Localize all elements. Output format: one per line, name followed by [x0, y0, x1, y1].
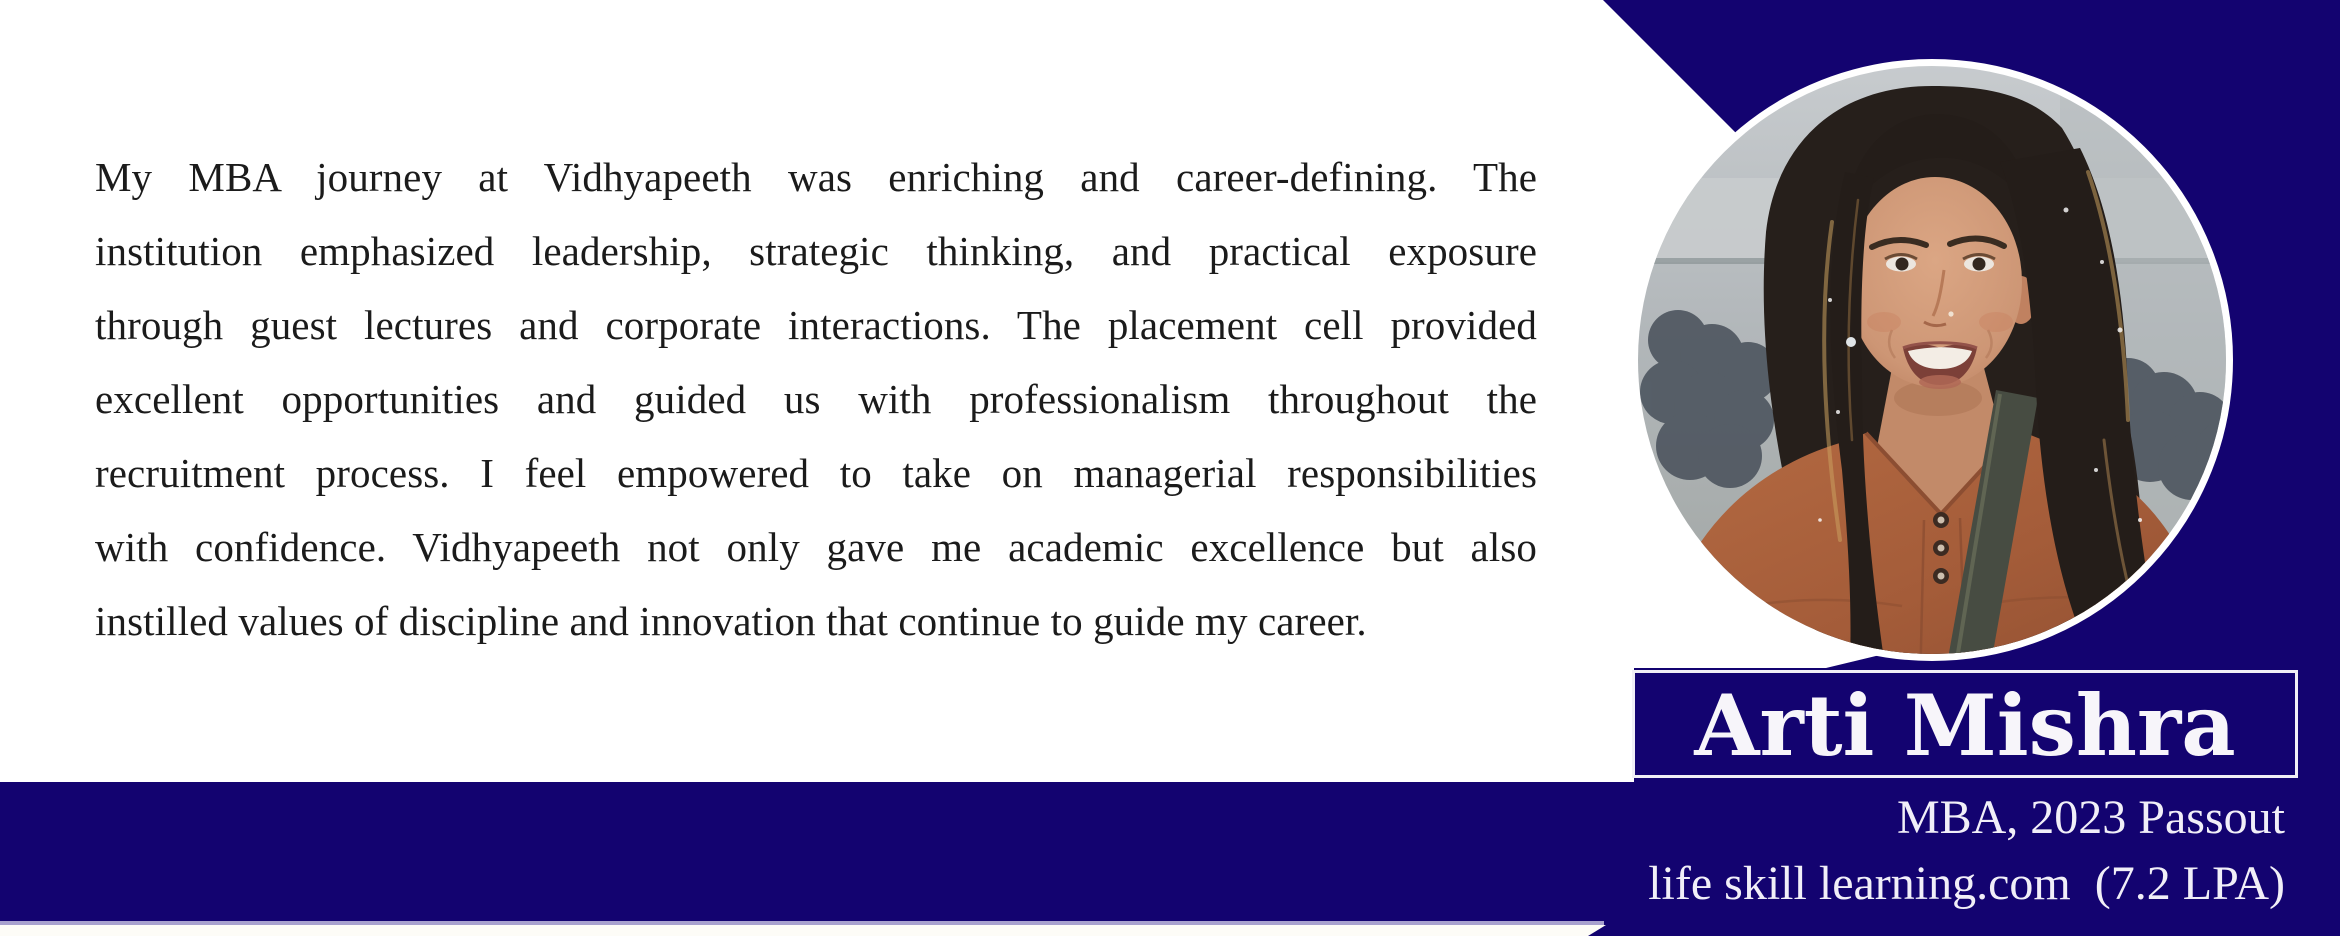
testimonial-line: institution emphasized leadership, strategic thinking, and practical exposure	[95, 228, 1537, 274]
earring	[1846, 337, 1856, 347]
name-box	[1632, 670, 2298, 778]
testimonial-line: excellent opportunities and guided us with professionalism throughout the	[95, 376, 1537, 422]
credentials	[1648, 791, 2285, 910]
bottom-strip	[0, 925, 1606, 936]
person-name: Arti Mishra	[1694, 676, 2236, 775]
degree-text: MBA, 2023 Passout	[1896, 791, 2285, 844]
bottom-hairline	[0, 921, 1604, 925]
testimonial-line: through guest lectures and corporate interactions. The placement cell provided	[95, 302, 1537, 348]
testimonial-line: instilled values of discipline and innovation that continue to guide my career.	[95, 598, 1367, 644]
testimonial-line: recruitment process. I feel empowered to take on managerial responsibilities	[95, 450, 1537, 496]
testimonial-paragraph	[95, 140, 1537, 658]
shirt-buttons	[1933, 512, 1949, 584]
placement-text: life skill learning.com (7.2 LPA)	[1648, 857, 2285, 910]
testimonial-line: My MBA journey at Vidhyapeeth was enriching and career-defining. The	[95, 154, 1537, 200]
testimonial-line: with confidence. Vidhyapeeth not only gave me academic excellence but also	[95, 524, 1537, 570]
